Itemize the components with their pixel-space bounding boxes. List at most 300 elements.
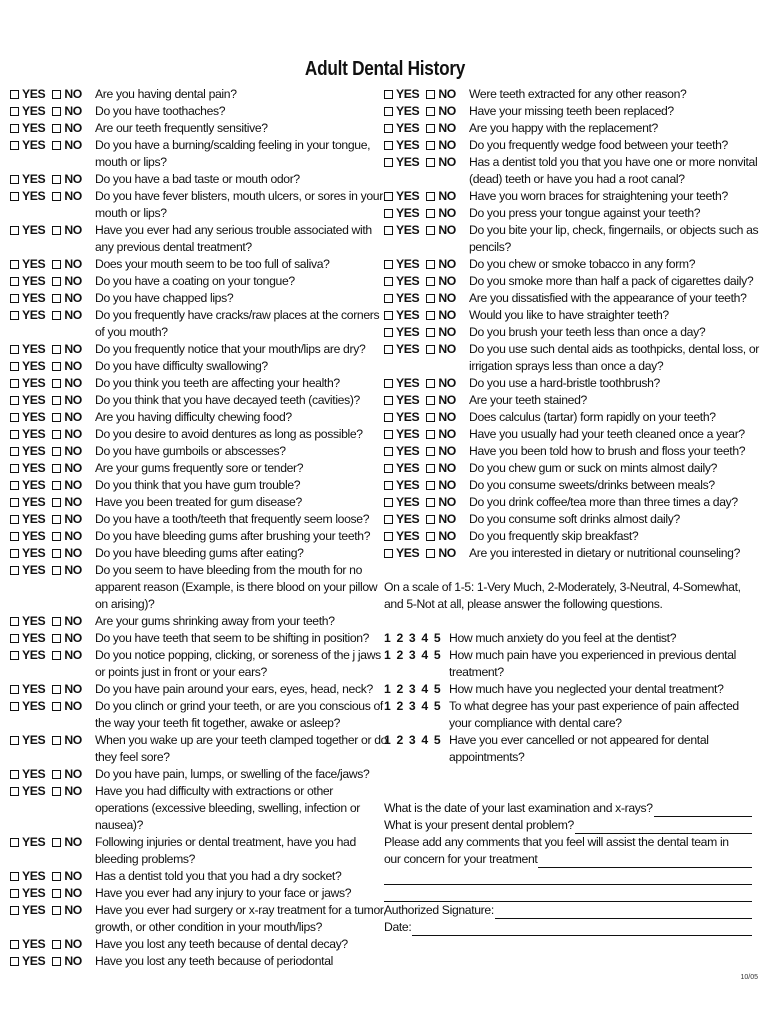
yes-no-options bbox=[384, 409, 469, 426]
no-checkbox[interactable] bbox=[426, 528, 456, 545]
scale-options[interactable]: 1 2 3 4 5 bbox=[384, 699, 441, 713]
no-checkbox[interactable] bbox=[426, 409, 456, 426]
checkbox-icon bbox=[52, 90, 61, 99]
checkbox-icon bbox=[10, 90, 19, 99]
yes-checkbox[interactable] bbox=[384, 341, 419, 358]
no-checkbox[interactable] bbox=[52, 868, 82, 885]
no-checkbox[interactable] bbox=[52, 409, 82, 426]
yes-label: YES bbox=[22, 954, 46, 968]
question-text: Does calculus (tartar) form rapidly on your teeth? bbox=[469, 410, 716, 424]
question-text: Do you have teeth that seem to be shifting in position? bbox=[95, 631, 370, 645]
checkbox-icon bbox=[52, 498, 61, 507]
yes-label: YES bbox=[396, 274, 420, 288]
checkbox-icon bbox=[10, 498, 19, 507]
question-text: Have you ever had any injury to your face or jaws? bbox=[95, 886, 352, 900]
yes-label: YES bbox=[396, 427, 420, 441]
question-text: Do you consume sweets/drinks between meals? bbox=[469, 478, 715, 492]
no-checkbox[interactable] bbox=[52, 953, 82, 970]
yes-checkbox[interactable] bbox=[384, 103, 419, 120]
yes-no-options bbox=[10, 902, 95, 919]
yes-checkbox[interactable] bbox=[384, 511, 419, 528]
question-row bbox=[384, 205, 762, 222]
no-label: NO bbox=[438, 393, 456, 407]
yes-checkbox[interactable] bbox=[10, 936, 45, 953]
checkbox-icon bbox=[52, 141, 61, 150]
checkbox-icon bbox=[52, 464, 61, 473]
yes-checkbox[interactable] bbox=[10, 273, 45, 290]
no-label: NO bbox=[438, 478, 456, 492]
right-question-list bbox=[384, 86, 762, 562]
no-checkbox[interactable] bbox=[426, 103, 456, 120]
yes-checkbox[interactable] bbox=[10, 171, 45, 188]
yes-checkbox[interactable] bbox=[384, 256, 419, 273]
scale-options[interactable]: 1 2 3 4 5 bbox=[384, 648, 441, 662]
no-checkbox[interactable] bbox=[52, 171, 82, 188]
no-label: NO bbox=[64, 495, 82, 509]
checkbox-icon bbox=[426, 532, 435, 541]
question-text: Do you think you teeth are affecting your health? bbox=[95, 376, 340, 390]
yes-checkbox[interactable] bbox=[384, 528, 419, 545]
yes-label: YES bbox=[396, 138, 420, 152]
checkbox-icon bbox=[52, 532, 61, 541]
yes-no-options bbox=[10, 137, 95, 154]
no-checkbox[interactable] bbox=[52, 120, 82, 137]
yes-label: YES bbox=[396, 87, 420, 101]
no-checkbox[interactable] bbox=[426, 154, 456, 171]
no-checkbox[interactable] bbox=[426, 324, 456, 341]
checkbox-icon bbox=[52, 311, 61, 320]
question-row bbox=[384, 103, 762, 120]
no-checkbox[interactable] bbox=[426, 341, 456, 358]
yes-checkbox[interactable] bbox=[10, 766, 45, 783]
checkbox-icon bbox=[426, 498, 435, 507]
no-label: NO bbox=[64, 512, 82, 526]
yes-checkbox[interactable] bbox=[10, 409, 45, 426]
yes-label: YES bbox=[22, 869, 46, 883]
yes-no-options bbox=[10, 562, 95, 579]
no-checkbox[interactable] bbox=[52, 443, 82, 460]
yes-no-options bbox=[10, 885, 95, 902]
checkbox-icon bbox=[384, 141, 393, 150]
question-text: Are your gums frequently sore or tender? bbox=[95, 461, 304, 475]
yes-checkbox[interactable] bbox=[10, 426, 45, 443]
checkbox-icon bbox=[52, 294, 61, 303]
no-checkbox[interactable] bbox=[52, 545, 82, 562]
question-row bbox=[10, 341, 388, 358]
no-checkbox[interactable] bbox=[52, 732, 82, 749]
yes-checkbox[interactable] bbox=[384, 120, 419, 137]
yes-label: YES bbox=[22, 563, 46, 577]
checkbox-icon bbox=[10, 413, 19, 422]
checkbox-icon bbox=[52, 566, 61, 575]
yes-no-options bbox=[10, 953, 95, 970]
checkbox-icon bbox=[426, 447, 435, 456]
no-checkbox[interactable] bbox=[52, 273, 82, 290]
question-row bbox=[10, 443, 388, 460]
yes-checkbox[interactable] bbox=[10, 562, 45, 579]
checkbox-icon bbox=[10, 702, 19, 711]
checkbox-icon bbox=[426, 464, 435, 473]
yes-label: YES bbox=[22, 478, 46, 492]
yes-checkbox[interactable] bbox=[10, 885, 45, 902]
yes-label: YES bbox=[22, 784, 46, 798]
question-row bbox=[384, 426, 762, 443]
question-text: Have you lost any teeth because of periodontal bbox=[95, 954, 333, 968]
no-checkbox[interactable] bbox=[426, 222, 456, 239]
no-checkbox[interactable] bbox=[52, 902, 82, 919]
yes-no-options bbox=[384, 528, 469, 545]
scale-options[interactable]: 1 2 3 4 5 bbox=[384, 682, 441, 696]
checkbox-icon bbox=[384, 464, 393, 473]
question-row bbox=[384, 375, 762, 392]
right-question-column bbox=[384, 86, 762, 936]
no-checkbox[interactable] bbox=[426, 86, 456, 103]
no-checkbox[interactable] bbox=[426, 426, 456, 443]
checkbox-icon bbox=[10, 549, 19, 558]
no-checkbox[interactable] bbox=[52, 494, 82, 511]
no-label: NO bbox=[64, 767, 82, 781]
question-row bbox=[10, 171, 388, 188]
no-checkbox[interactable] bbox=[426, 205, 456, 222]
yes-label: YES bbox=[22, 359, 46, 373]
no-label: NO bbox=[438, 223, 456, 237]
yes-checkbox[interactable] bbox=[10, 494, 45, 511]
no-label: NO bbox=[64, 393, 82, 407]
no-checkbox[interactable] bbox=[52, 766, 82, 783]
no-checkbox[interactable] bbox=[426, 494, 456, 511]
yes-no-options bbox=[10, 426, 95, 443]
yes-checkbox[interactable] bbox=[384, 205, 419, 222]
question-text: Do you have a bad taste or mouth odor? bbox=[95, 172, 300, 186]
yes-label: YES bbox=[22, 733, 46, 747]
yes-checkbox[interactable] bbox=[10, 511, 45, 528]
comments-blank-line[interactable] bbox=[384, 868, 752, 885]
question-text: Do you have pain, lumps, or swelling of the face/jaws? bbox=[95, 767, 370, 781]
no-checkbox[interactable] bbox=[426, 443, 456, 460]
checkbox-icon bbox=[10, 294, 19, 303]
checkbox-icon bbox=[384, 124, 393, 133]
yes-label: YES bbox=[22, 835, 46, 849]
no-checkbox[interactable] bbox=[52, 613, 82, 630]
yes-label: YES bbox=[396, 393, 420, 407]
yes-label: YES bbox=[396, 189, 420, 203]
question-text: Are your gums shrinking away from your teeth? bbox=[95, 614, 335, 628]
yes-label: YES bbox=[22, 274, 46, 288]
no-label: NO bbox=[438, 325, 456, 339]
no-checkbox[interactable] bbox=[426, 545, 456, 562]
last-exam-field[interactable] bbox=[384, 800, 762, 817]
yes-checkbox[interactable] bbox=[10, 953, 45, 970]
yes-checkbox[interactable] bbox=[384, 154, 419, 171]
yes-checkbox[interactable] bbox=[10, 443, 45, 460]
comments-field[interactable] bbox=[384, 851, 762, 868]
no-checkbox[interactable] bbox=[52, 630, 82, 647]
yes-checkbox[interactable] bbox=[384, 426, 419, 443]
yes-label: YES bbox=[396, 461, 420, 475]
yes-checkbox[interactable] bbox=[10, 341, 45, 358]
checkbox-icon bbox=[52, 226, 61, 235]
yes-label: YES bbox=[22, 104, 46, 118]
yes-checkbox[interactable] bbox=[384, 137, 419, 154]
yes-checkbox[interactable] bbox=[384, 392, 419, 409]
checkbox-icon bbox=[52, 549, 61, 558]
comments-blank-line[interactable] bbox=[384, 885, 752, 902]
yes-label: YES bbox=[22, 682, 46, 696]
question-text: Has a dentist told you that you had a dry socket? bbox=[95, 869, 342, 883]
no-label: NO bbox=[438, 461, 456, 475]
question-row bbox=[10, 375, 388, 392]
question-row bbox=[384, 477, 762, 494]
yes-checkbox[interactable] bbox=[10, 528, 45, 545]
no-checkbox[interactable] bbox=[52, 647, 82, 664]
yes-no-options bbox=[10, 698, 95, 715]
no-checkbox[interactable] bbox=[426, 273, 456, 290]
checkbox-icon bbox=[426, 158, 435, 167]
checkbox-icon bbox=[426, 294, 435, 303]
question-text: Are you having dental pain? bbox=[95, 87, 237, 101]
yes-checkbox[interactable] bbox=[10, 188, 45, 205]
yes-checkbox[interactable] bbox=[10, 103, 45, 120]
checkbox-icon bbox=[384, 430, 393, 439]
checkbox-icon bbox=[10, 515, 19, 524]
yes-checkbox[interactable] bbox=[10, 222, 45, 239]
no-checkbox[interactable] bbox=[52, 477, 82, 494]
yes-checkbox[interactable] bbox=[10, 647, 45, 664]
yes-checkbox[interactable] bbox=[10, 613, 45, 630]
checkbox-icon bbox=[52, 940, 61, 949]
question-text: Do you think that you have decayed teeth (cavities)? bbox=[95, 393, 360, 407]
no-checkbox[interactable] bbox=[426, 307, 456, 324]
yes-checkbox[interactable] bbox=[384, 290, 419, 307]
yes-no-options bbox=[10, 528, 95, 545]
yes-checkbox[interactable] bbox=[10, 834, 45, 851]
no-label: NO bbox=[64, 274, 82, 288]
question-row bbox=[10, 936, 388, 953]
no-checkbox[interactable] bbox=[52, 511, 82, 528]
no-checkbox[interactable] bbox=[426, 477, 456, 494]
question-row bbox=[10, 188, 388, 222]
no-checkbox[interactable] bbox=[52, 885, 82, 902]
checkbox-icon bbox=[10, 481, 19, 490]
yes-checkbox[interactable] bbox=[384, 324, 419, 341]
yes-checkbox[interactable] bbox=[384, 409, 419, 426]
question-row bbox=[384, 86, 762, 103]
yes-label: YES bbox=[22, 699, 46, 713]
checkbox-icon bbox=[52, 124, 61, 133]
no-label: NO bbox=[64, 699, 82, 713]
yes-no-options bbox=[10, 290, 95, 307]
no-checkbox[interactable] bbox=[52, 256, 82, 273]
question-row bbox=[10, 885, 388, 902]
yes-label: YES bbox=[396, 478, 420, 492]
date-field[interactable] bbox=[384, 919, 762, 936]
scale-question-row bbox=[384, 732, 762, 766]
yes-no-options bbox=[10, 86, 95, 103]
checkbox-icon bbox=[384, 226, 393, 235]
checkbox-icon bbox=[52, 906, 61, 915]
checkbox-icon bbox=[426, 379, 435, 388]
no-checkbox[interactable] bbox=[52, 392, 82, 409]
no-checkbox[interactable] bbox=[52, 562, 82, 579]
no-checkbox[interactable] bbox=[52, 86, 82, 103]
scale-options[interactable]: 1 2 3 4 5 bbox=[384, 631, 441, 645]
yes-checkbox[interactable] bbox=[10, 681, 45, 698]
checkbox-icon bbox=[52, 770, 61, 779]
comments-label-line-1: Please add any comments that you feel will assist the dental team in bbox=[384, 835, 729, 849]
no-checkbox[interactable] bbox=[426, 460, 456, 477]
no-checkbox[interactable] bbox=[52, 681, 82, 698]
no-checkbox[interactable] bbox=[52, 307, 82, 324]
checkbox-icon bbox=[52, 957, 61, 966]
no-checkbox[interactable] bbox=[52, 222, 82, 239]
yes-checkbox[interactable] bbox=[10, 256, 45, 273]
no-checkbox[interactable] bbox=[426, 375, 456, 392]
checkbox-icon bbox=[52, 379, 61, 388]
question-text: Do you frequently notice that your mouth/lips are dry? bbox=[95, 342, 366, 356]
yes-checkbox[interactable] bbox=[10, 375, 45, 392]
checkbox-icon bbox=[52, 447, 61, 456]
yes-checkbox[interactable] bbox=[10, 732, 45, 749]
checkbox-icon bbox=[10, 141, 19, 150]
yes-label: YES bbox=[396, 495, 420, 509]
no-label: NO bbox=[64, 223, 82, 237]
yes-label: YES bbox=[22, 189, 46, 203]
scale-options[interactable]: 1 2 3 4 5 bbox=[384, 733, 441, 747]
no-checkbox[interactable] bbox=[52, 358, 82, 375]
checkbox-icon bbox=[10, 396, 19, 405]
yes-checkbox[interactable] bbox=[10, 137, 45, 154]
question-row bbox=[10, 409, 388, 426]
question-text: Have you had difficulty with extractions or other operations (excessive bleeding, swelling, infection or nausea)? bbox=[95, 784, 360, 832]
question-text: Do you have a tooth/teeth that frequently seem loose? bbox=[95, 512, 370, 526]
no-checkbox[interactable] bbox=[426, 392, 456, 409]
question-text: Are you happy with the replacement? bbox=[469, 121, 658, 135]
yes-checkbox[interactable] bbox=[384, 460, 419, 477]
yes-checkbox[interactable] bbox=[384, 222, 419, 239]
checkbox-icon bbox=[52, 413, 61, 422]
yes-checkbox[interactable] bbox=[10, 868, 45, 885]
no-checkbox[interactable] bbox=[52, 834, 82, 851]
no-checkbox[interactable] bbox=[426, 188, 456, 205]
question-text: Would you like to have straighter teeth? bbox=[469, 308, 669, 322]
no-label: NO bbox=[64, 733, 82, 747]
checkbox-icon bbox=[10, 634, 19, 643]
yes-checkbox[interactable] bbox=[10, 307, 45, 324]
no-checkbox[interactable] bbox=[52, 188, 82, 205]
signature-field[interactable] bbox=[384, 902, 762, 919]
present-problem-field[interactable] bbox=[384, 817, 762, 834]
yes-checkbox[interactable] bbox=[384, 545, 419, 562]
question-text: Do you bite your lip, check, fingernails, or objects such as pencils? bbox=[469, 223, 759, 254]
no-label: NO bbox=[438, 512, 456, 526]
yes-label: YES bbox=[22, 444, 46, 458]
yes-checkbox[interactable] bbox=[10, 460, 45, 477]
yes-no-options bbox=[10, 443, 95, 460]
yes-checkbox[interactable] bbox=[384, 188, 419, 205]
yes-checkbox[interactable] bbox=[384, 307, 419, 324]
question-text: Do you use a hard-bristle toothbrush? bbox=[469, 376, 660, 390]
no-checkbox[interactable] bbox=[52, 290, 82, 307]
question-text: Do you consume soft drinks almost daily? bbox=[469, 512, 680, 526]
question-row bbox=[384, 460, 762, 477]
question-row bbox=[384, 256, 762, 273]
yes-checkbox[interactable] bbox=[10, 392, 45, 409]
yes-checkbox[interactable] bbox=[10, 698, 45, 715]
question-row bbox=[384, 341, 762, 375]
yes-checkbox[interactable] bbox=[384, 375, 419, 392]
yes-checkbox[interactable] bbox=[10, 545, 45, 562]
no-checkbox[interactable] bbox=[52, 341, 82, 358]
yes-checkbox[interactable] bbox=[10, 358, 45, 375]
question-text: Are you interested in dietary or nutritional counseling? bbox=[469, 546, 741, 560]
yes-label: YES bbox=[22, 138, 46, 152]
yes-checkbox[interactable] bbox=[10, 290, 45, 307]
yes-checkbox[interactable] bbox=[384, 477, 419, 494]
question-row bbox=[10, 545, 388, 562]
yes-no-options bbox=[384, 392, 469, 409]
no-checkbox[interactable] bbox=[426, 511, 456, 528]
yes-checkbox[interactable] bbox=[384, 273, 419, 290]
question-text: Do you frequently have cracks/raw places at the corners of you mouth? bbox=[95, 308, 380, 339]
no-checkbox[interactable] bbox=[426, 290, 456, 307]
yes-no-options bbox=[10, 409, 95, 426]
no-checkbox[interactable] bbox=[52, 698, 82, 715]
no-label: NO bbox=[438, 155, 456, 169]
checkbox-icon bbox=[426, 124, 435, 133]
checkbox-icon bbox=[52, 345, 61, 354]
yes-checkbox[interactable] bbox=[10, 120, 45, 137]
checkbox-icon bbox=[426, 277, 435, 286]
yes-checkbox[interactable] bbox=[10, 902, 45, 919]
no-label: NO bbox=[64, 682, 82, 696]
scale-question-list bbox=[384, 630, 762, 766]
yes-checkbox[interactable] bbox=[10, 86, 45, 103]
checkbox-icon bbox=[10, 362, 19, 371]
checkbox-icon bbox=[52, 838, 61, 847]
no-checkbox[interactable] bbox=[52, 103, 82, 120]
yes-checkbox[interactable] bbox=[384, 86, 419, 103]
no-checkbox[interactable] bbox=[426, 256, 456, 273]
yes-checkbox[interactable] bbox=[384, 494, 419, 511]
no-checkbox[interactable] bbox=[52, 460, 82, 477]
no-checkbox[interactable] bbox=[52, 137, 82, 154]
checkbox-icon bbox=[10, 617, 19, 626]
question-row bbox=[10, 732, 388, 766]
yes-label: YES bbox=[396, 206, 420, 220]
no-checkbox[interactable] bbox=[52, 936, 82, 953]
checkbox-icon bbox=[384, 515, 393, 524]
no-checkbox[interactable] bbox=[52, 783, 82, 800]
checkbox-icon bbox=[10, 277, 19, 286]
checkbox-icon bbox=[10, 379, 19, 388]
no-checkbox[interactable] bbox=[52, 375, 82, 392]
yes-checkbox[interactable] bbox=[10, 477, 45, 494]
checkbox-icon bbox=[426, 226, 435, 235]
no-checkbox[interactable] bbox=[52, 528, 82, 545]
scale-question-text: To what degree has your past experience of pain affected your compliance with dental care? bbox=[449, 699, 739, 730]
checkbox-icon bbox=[384, 447, 393, 456]
yes-checkbox[interactable] bbox=[10, 783, 45, 800]
question-row bbox=[10, 426, 388, 443]
yes-checkbox[interactable] bbox=[10, 630, 45, 647]
present-problem-label: What is your present dental problem? bbox=[384, 818, 574, 832]
checkbox-icon bbox=[426, 311, 435, 320]
no-checkbox[interactable] bbox=[426, 137, 456, 154]
no-checkbox[interactable] bbox=[52, 426, 82, 443]
yes-checkbox[interactable] bbox=[384, 443, 419, 460]
no-checkbox[interactable] bbox=[426, 120, 456, 137]
no-label: NO bbox=[438, 87, 456, 101]
